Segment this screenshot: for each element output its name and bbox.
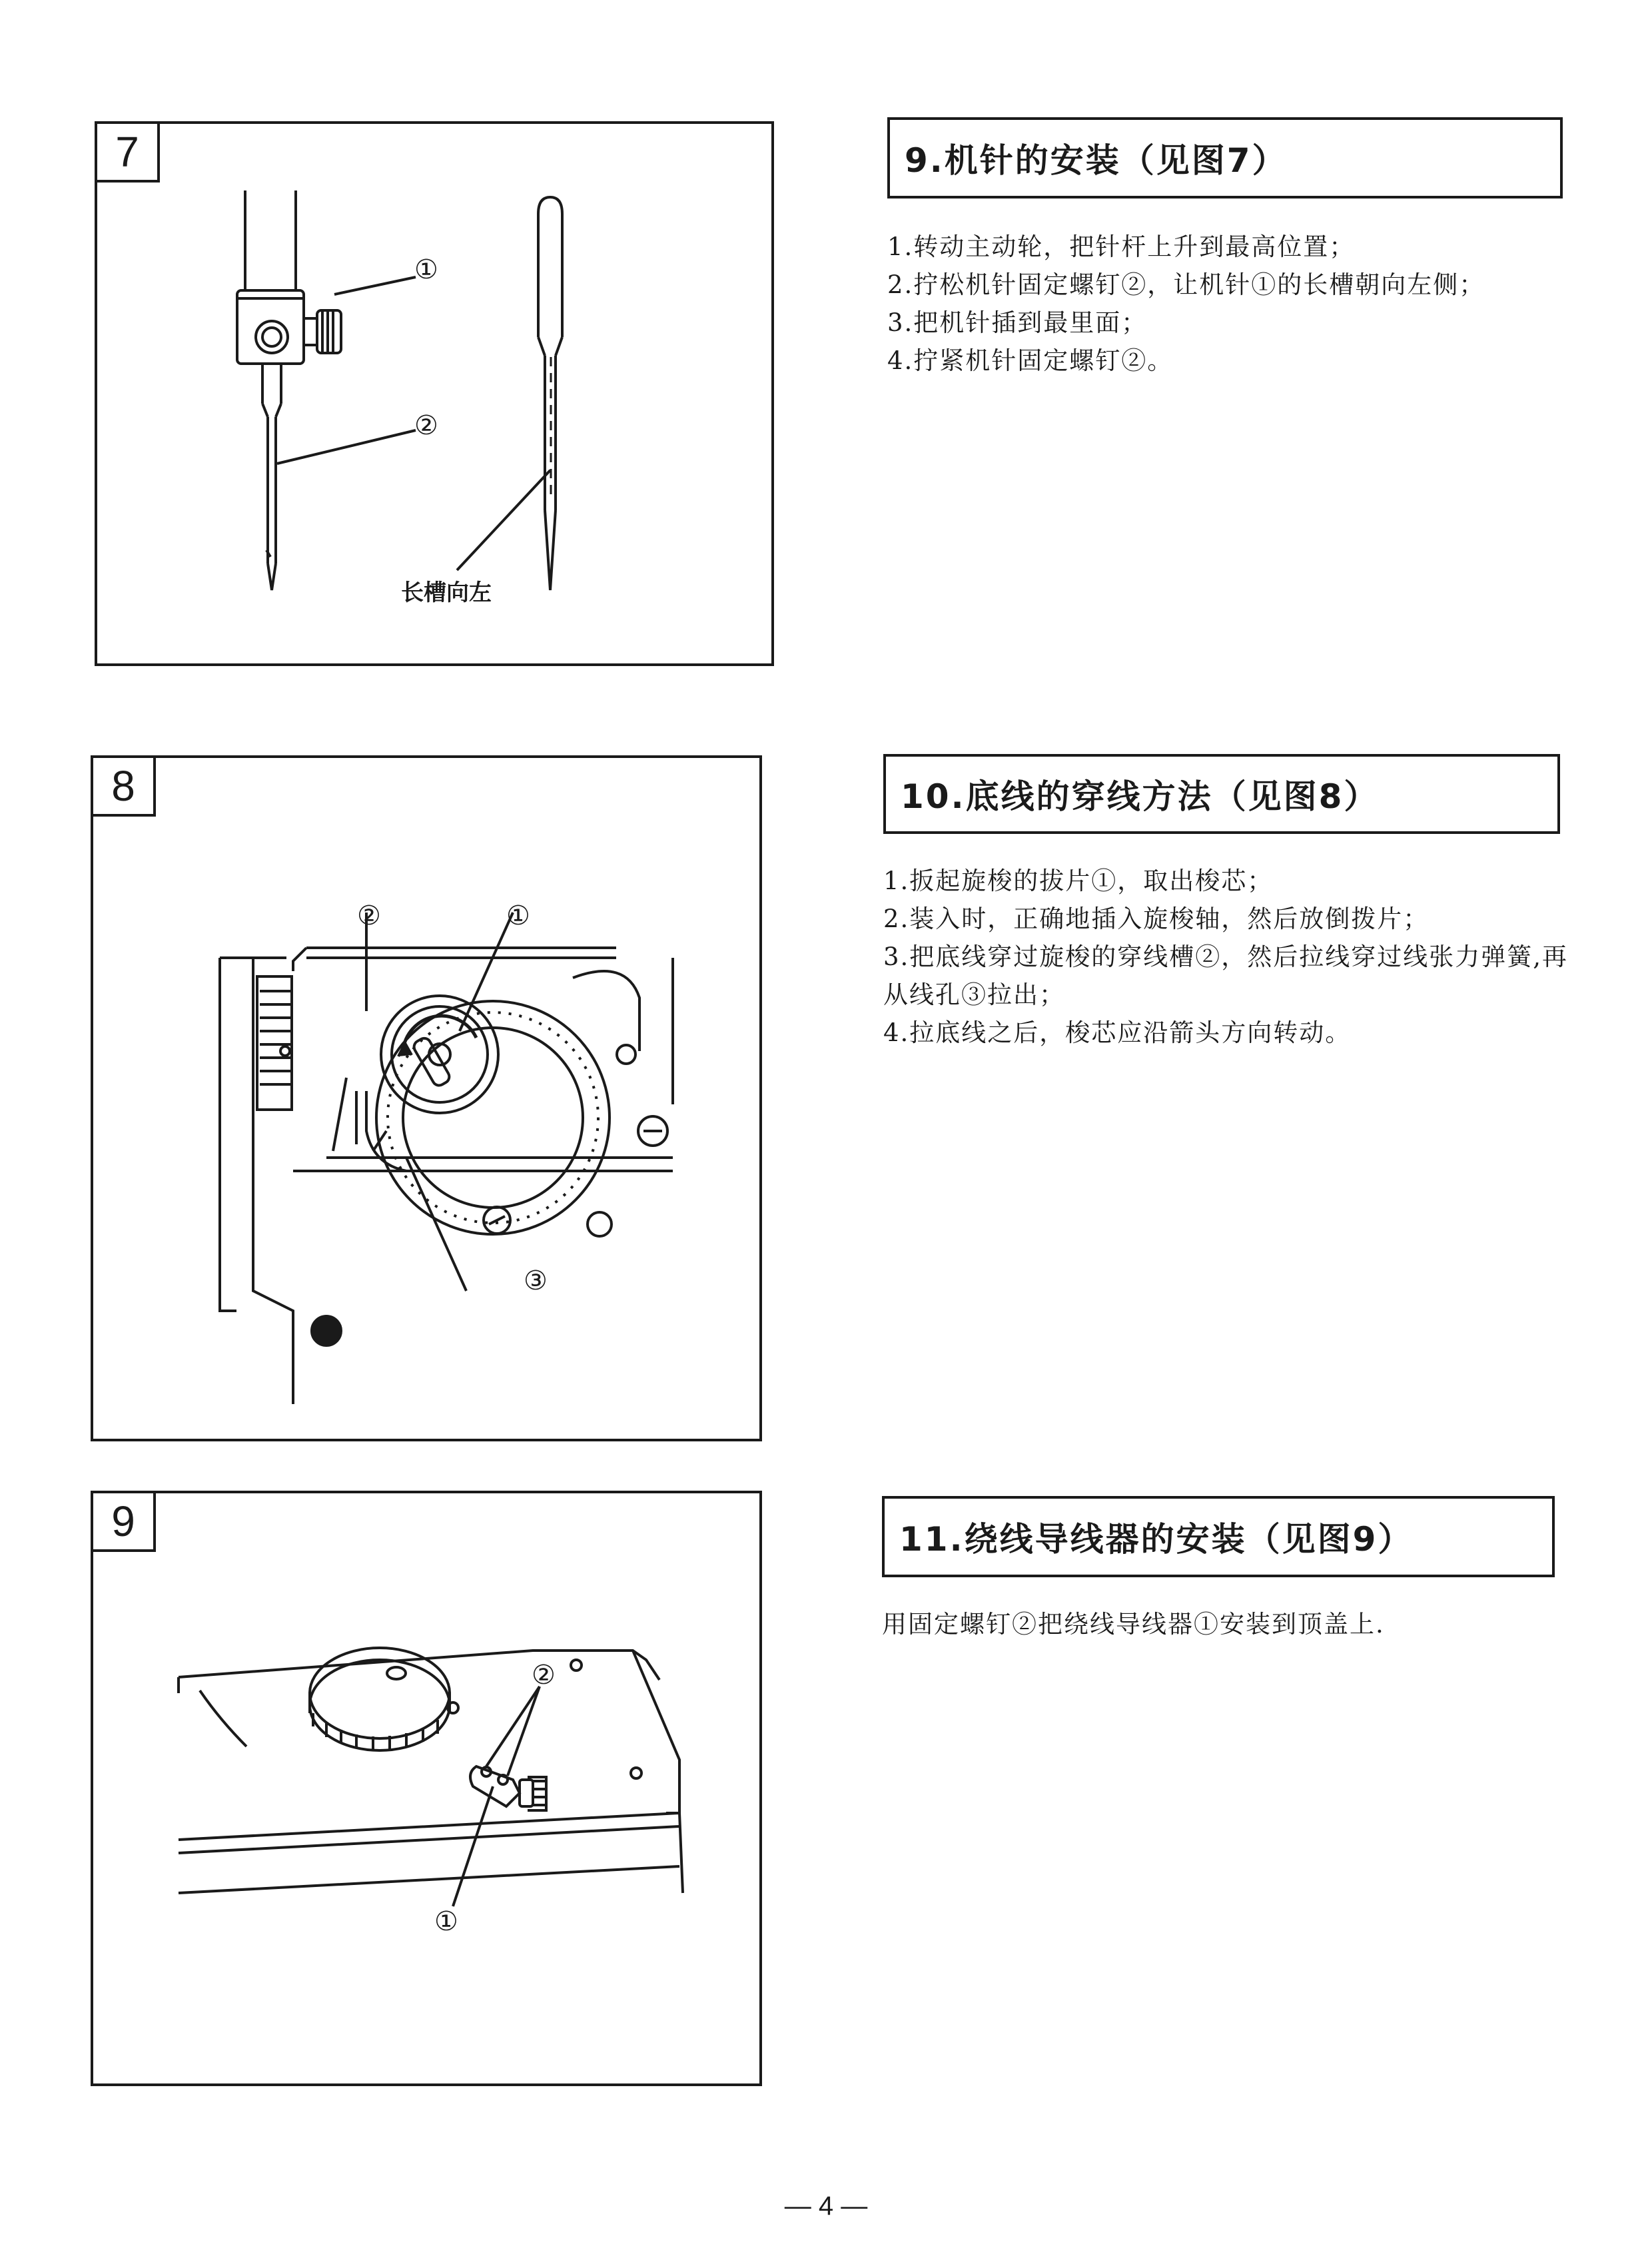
section-title-needle-install: 9.机针的安装（见图7） <box>887 117 1563 198</box>
long-groove-label: 长槽向左 <box>401 579 492 606</box>
section-steps-thread-guide <box>882 1605 1575 1643</box>
figure-number: 9 <box>93 1493 156 1552</box>
section-steps-needle-install <box>887 228 1593 380</box>
step-item: 4.拉底线之后，梭芯应沿箭头方向转动。 <box>883 1018 1352 1047</box>
callout-1: ① <box>434 1906 458 1937</box>
page-number: — 4 — <box>784 2191 868 2221</box>
step-item: 用固定螺钉②把绕线导线器①安装到顶盖上. <box>882 1610 1385 1639</box>
callout-1: ① <box>414 254 438 285</box>
callout-3: ③ <box>524 1266 548 1296</box>
figure-8-panel <box>91 755 762 1441</box>
step-item: 3.把机针插到最里面； <box>887 308 1148 337</box>
figure-9-panel <box>91 1491 762 2086</box>
thread-guide-diagram <box>93 1493 759 2083</box>
figure-7-panel <box>95 121 774 666</box>
bobbin-case-diagram <box>93 758 759 1439</box>
callout-2: ② <box>532 1660 556 1690</box>
step-item: 4.拧紧机针固定螺钉②。 <box>887 346 1174 375</box>
step-item: 2.拧松机针固定螺钉②，让机针①的长槽朝向左侧； <box>887 270 1485 299</box>
callout-1: ① <box>506 901 530 931</box>
step-item: 1.转动主动轮，把针杆上升到最高位置； <box>887 232 1356 261</box>
step-item: 3.把底线穿过旋梭的穿线槽②，然后拉线穿过线张力弹簧,再从线孔③拉出； <box>883 942 1569 1009</box>
step-item: 2.装入时，正确地插入旋梭轴，然后放倒拨片； <box>883 905 1430 933</box>
figure-number: 7 <box>97 124 160 183</box>
section-title-thread-guide: 11.绕线导线器的安装（见图9） <box>882 1496 1555 1577</box>
figure-number: 8 <box>93 758 156 817</box>
section-title-bobbin-threading: 10.底线的穿线方法（见图8） <box>883 754 1560 834</box>
callout-2: ② <box>414 410 438 441</box>
callout-2: ② <box>357 901 381 931</box>
step-item: 1.扳起旋梭的拔片①，取出梭芯； <box>883 867 1274 895</box>
section-steps-bobbin-threading <box>883 862 1576 1052</box>
